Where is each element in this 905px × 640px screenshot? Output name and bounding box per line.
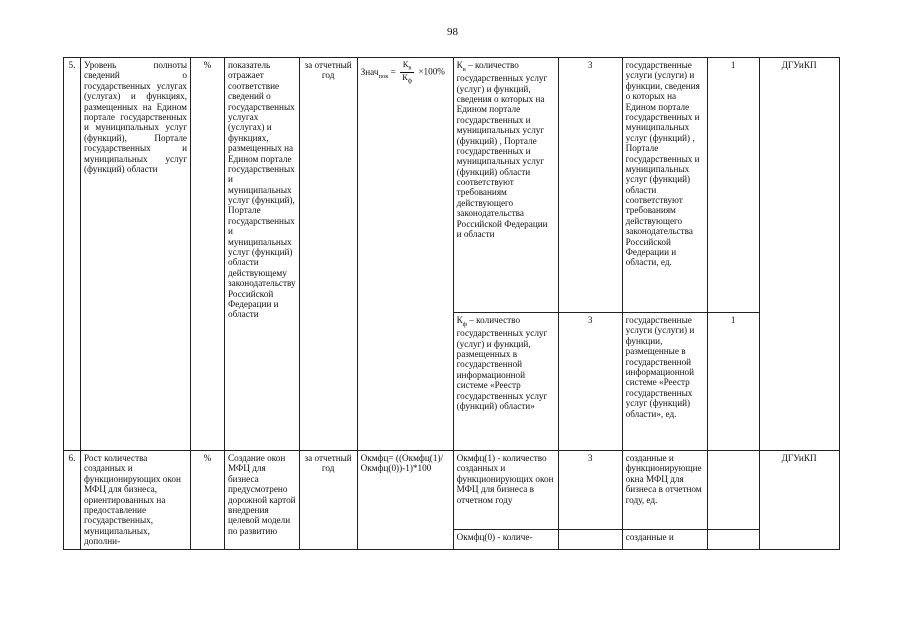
responsible-org: ДГУиКП	[759, 451, 839, 550]
weight-cell	[707, 529, 759, 549]
unit-cell: %	[191, 451, 225, 550]
formula-rhs: ×100%	[418, 66, 445, 77]
row-number: 5.	[64, 58, 81, 451]
table-row	[64, 58, 840, 313]
indicator-name: Уровень полноты сведений о государственных услугах (услугах) и функциях, размещенных на Едином портале государственных и муниципальных услуг (функций), Портале государственных и муниципальных услуг (функций) области	[81, 58, 191, 451]
unit-description: государственные услуги (услуги) и функции, размещенные в государственной информационной системе «Реестр государственных услуг (функций) области», ед.	[622, 313, 707, 451]
indicator-table	[63, 57, 840, 550]
variable-description: $К_ф$ – количество государственных услуг (услуг) и функций, размещенных в государственной информационной системе «Реестр государственных услуг (функций) области»	[453, 313, 558, 451]
period-cell: за отчетный год	[299, 58, 357, 451]
formula-fraction: $\frac{К_в}{К_ф}$	[402, 59, 413, 85]
unit-description: созданные и функционирующие окна МФЦ для бизнеса в отчетном году, ед.	[622, 451, 707, 530]
formula-lhs: Знач$_{пок}$ =	[360, 66, 396, 80]
source-cell	[558, 529, 622, 549]
unit-description: созданные и	[622, 529, 707, 549]
source-cell: 3	[558, 58, 622, 313]
table-row	[64, 451, 840, 530]
row-number: 6.	[64, 451, 81, 550]
definition-cell: Создание окон МФЦ для бизнеса предусмотрено дорожной картой внедрения целевой модели по развитию	[225, 451, 300, 550]
variable-description: $К_в$ – количество государственных услуг (услуг) и функций, сведения о которых на Едином портале государственных и муниципальных услуг (функций) , Портале государственных и муниципальных услуг (функций) области соответствуют требованиям действующего законодательства Российской Федерации и области	[453, 58, 558, 313]
weight-cell	[707, 451, 759, 530]
unit-cell: %	[191, 58, 225, 451]
weight-cell: 1	[707, 58, 759, 313]
source-cell: 3	[558, 451, 622, 530]
page-number: 98	[447, 26, 458, 38]
variable-description: Окмфц(1) - количество созданных и функционирующих окон МФЦ для бизнеса в отчетном году	[453, 451, 558, 530]
weight-cell: 1	[707, 313, 759, 451]
formula-cell	[357, 58, 453, 451]
variable-description: Окмфц(0) - количе-	[453, 529, 558, 549]
formula-cell: Окмфц= ((Окмфц(1)/ Окмфц(0))-1)*100	[357, 451, 453, 550]
indicator-name: Рост количества созданных и функционирующих окон МФЦ для бизнеса, ориентированных на предоставление государственных, муниципальных, дополни-	[81, 451, 191, 550]
period-cell: за отчетный год	[299, 451, 357, 550]
source-cell: 3	[558, 313, 622, 451]
responsible-org: ДГУиКП	[759, 58, 839, 451]
unit-description: государственные услуги (услуги) и функции, сведения о которых на Едином портале государственных и муниципальных услуг (функций) , Портале государственных и муниципальных услуг (функций) области соответствуют требованиям действующего законодательства Российской Федерации и области, ед.	[622, 58, 707, 313]
definition-cell: показатель отражает соответствие сведений о государственных услугах (услугах) и функциях, размещенных на Едином портале государственных и муниципальных услуг (функций), Портале государственных и муниципальных услуг (функций) области действующему законодательству Российской Федерации и области	[225, 58, 300, 451]
